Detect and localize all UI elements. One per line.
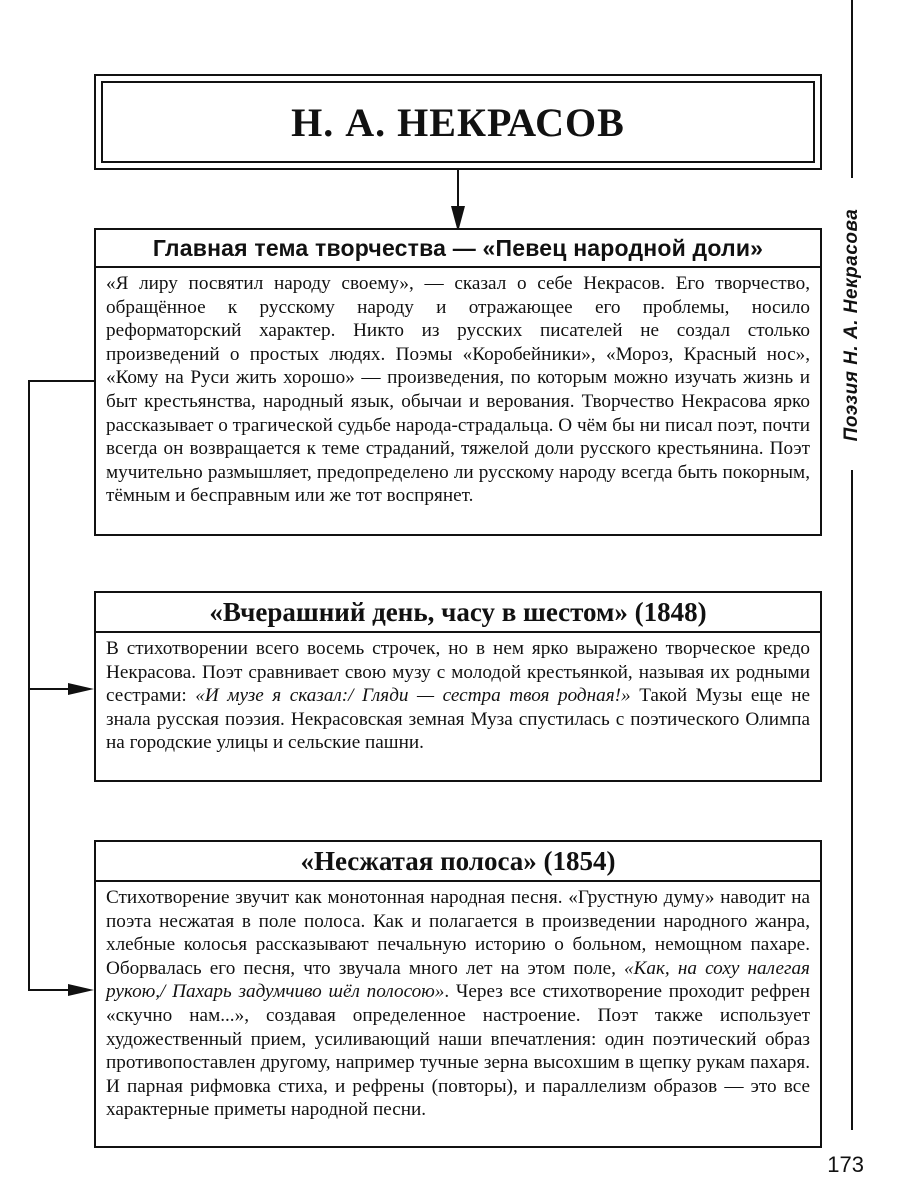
section-unreaped-strip-poem xyxy=(94,840,822,1148)
section-heading: Главная тема творчества — «Певец народной доли» xyxy=(96,230,820,268)
left-bracket-bottom-arrowhead xyxy=(68,984,94,996)
section-body: Стихотворение звучит как монотонная народная песня. «Грустную думу» наводит на поэта несжатая в поле полоса. Как и полагается в произведении народного жанра, хлебные колосья рассказывают печальную историю о больном, немощном пахаре. Оборвалась его песня, что звучала много лет на этом поле, «Как, на соху налегая рукою,/ Пахарь задумчиво шёл полосою». Через все стихотворение проходит рефрен «скучно нам...», создавая определенное настроение. Поэт также использует художественный прием, усиливающий наши впечатления: один поэтический образ противопоставлен другому, например тучные зерна высохшим в щепку рукам пахаря. И парная рифмовка стиха, и рефрены (повторы), и параллелизм образов — это все характерные приметы народной песни. xyxy=(106,887,810,1121)
section-body: В стихотворении всего восемь строчек, но в нем ярко выражено творческое кредо Некрасова. Поэт сравнивает свою музу с молодой крестьянкой, называя их родными сестрами: «И музе я сказал:/ Гляди — сестра твоя родная!» Такой Музы еще не знала русская поэзия. Некрасовская земная Муза спустилась с поэтического Олимпа на городские улицы и сельские пашни. xyxy=(106,638,810,754)
section-yesterday-poem xyxy=(94,591,822,782)
side-caption xyxy=(836,190,868,460)
section-body: «Я лиру посвятил народу своему», — сказал о себе Некрасов. Его творчество, обращённое к русскому народу и отражающее его проблемы, носило реформаторский характер. Никто из русских писателей не создал столько произведений о простых людях. Поэмы «Коробейники», «Мороз, Красный нос», «Кому на Руси жить хорошо» — произведения, по которым можно изучать жизнь и быт крестьянства, народный язык, обычаи и верования. Творчество Некрасова ярко рассказывает о трагической судьбе народа-страдальца. О чём бы ни писал поэт, почти всегда он возвращается к теме страданий, тяжелой доли русского крестьянина. Поэт мучительно размышляет, предопределено ли русскому народу всегда быть покорным, тёмным и бесправным или же тот воспрянет. xyxy=(106,273,810,507)
side-caption-text: Поэзия Н. А. Некрасова xyxy=(841,208,862,442)
left-bracket-mid-arrowhead xyxy=(68,683,94,695)
section-heading: «Несжатая полоса» (1854) xyxy=(96,842,820,882)
page-title: Н. А. НЕКРАСОВ xyxy=(291,99,625,145)
page-number: 173 xyxy=(827,1152,864,1177)
side-rule-top xyxy=(851,0,853,178)
title-frame xyxy=(101,81,815,163)
section-main-theme xyxy=(94,228,822,536)
side-rule-bottom xyxy=(851,470,853,1130)
section-heading: «Вчерашний день, часу в шестом» (1848) xyxy=(96,593,820,633)
